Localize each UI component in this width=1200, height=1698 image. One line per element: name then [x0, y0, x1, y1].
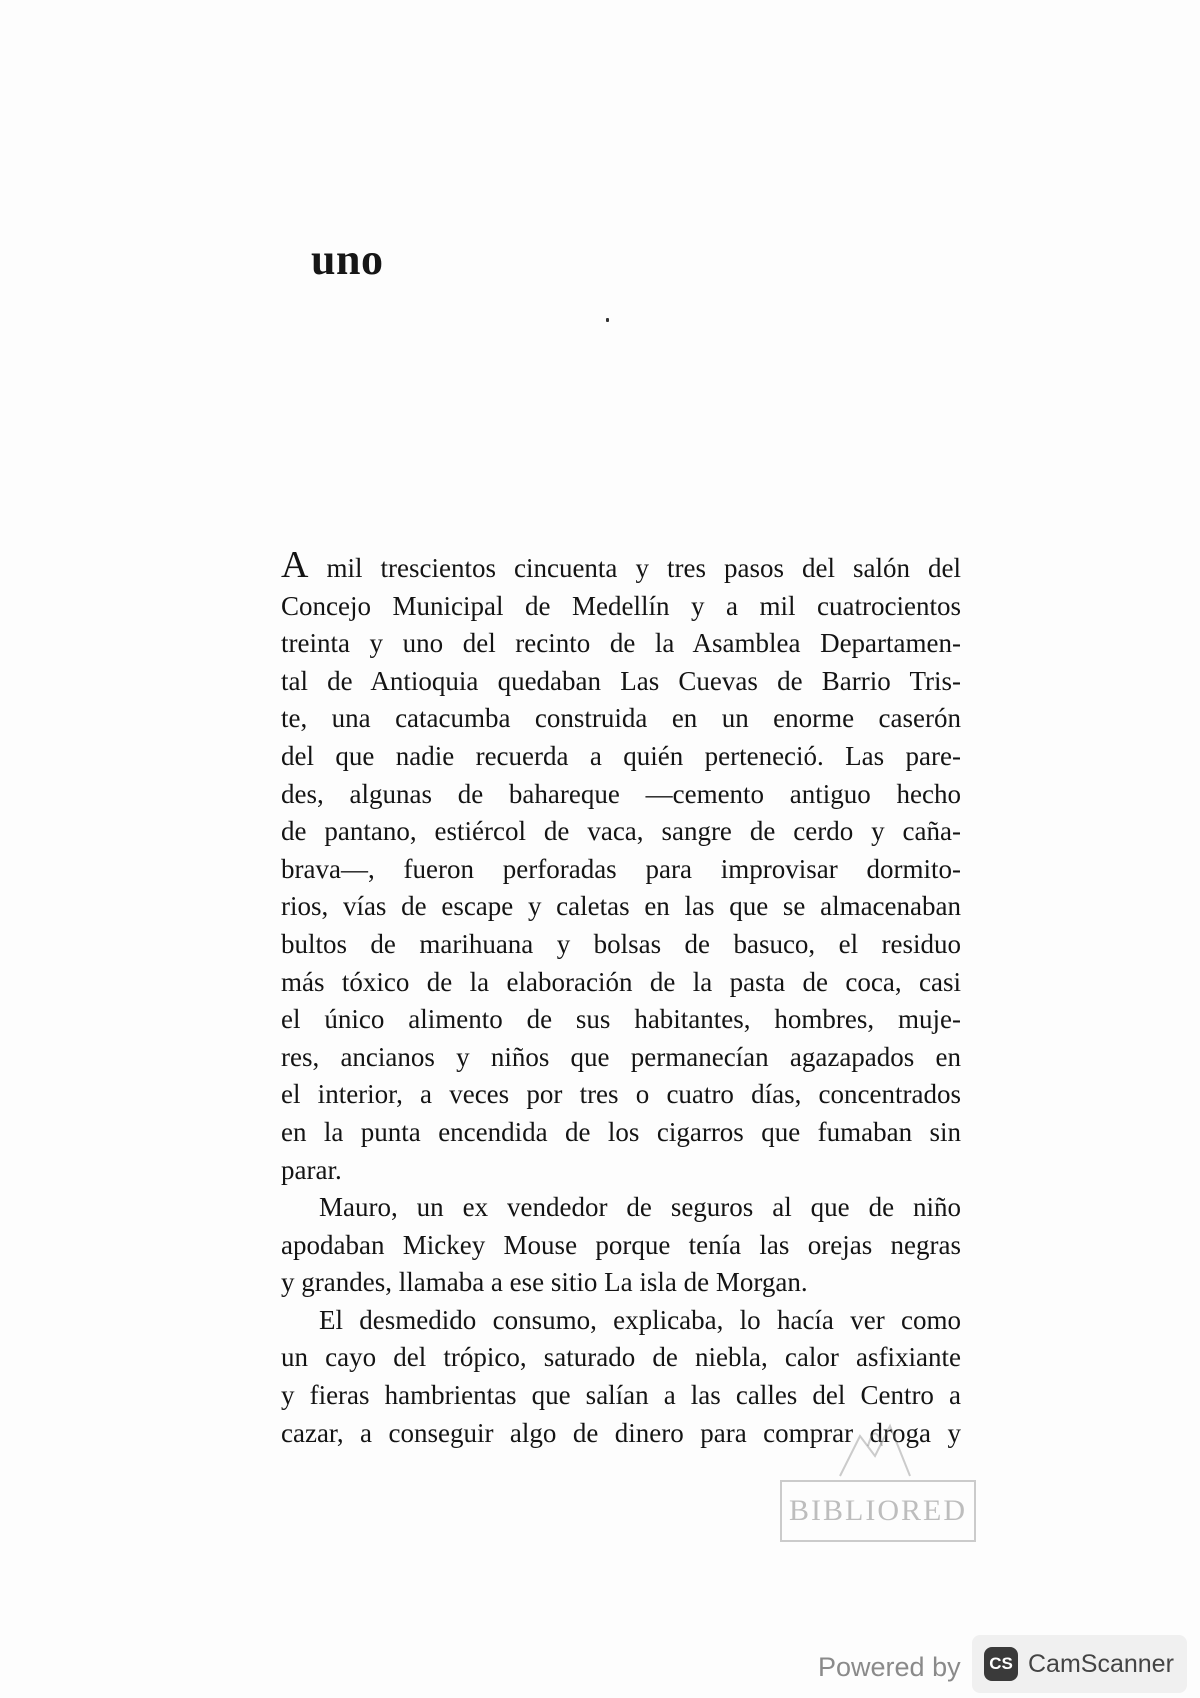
paragraph-2: [281, 1189, 961, 1302]
text-line: treinta y uno del recinto de la Asamblea Departamen-: [281, 628, 961, 659]
camscanner-brand: CamScanner: [1028, 1649, 1174, 1678]
scan-speck: [606, 318, 609, 322]
text-line: rios, vías de escape y caletas en las que se almacenaban: [281, 891, 961, 922]
chapter-title: uno: [311, 235, 384, 284]
library-stamp: BIBLIORED: [780, 1480, 976, 1542]
text-line: A mil trescientos cincuenta y tres pasos del salón del: [281, 544, 961, 586]
text-line: tal de Antioquia quedaban Las Cuevas de Barrio Tris-: [281, 665, 961, 696]
text-line: parar.: [281, 1154, 342, 1185]
text-line: Concejo Municipal de Medellín y a mil cuatrocientos: [281, 590, 961, 621]
text-line: Mauro, un ex vendedor de seguros al que de niño: [319, 1192, 961, 1223]
text-line: un cayo del trópico, saturado de niebla, calor asfixiante: [281, 1342, 961, 1373]
camscanner-badge: [972, 1635, 1187, 1693]
text-line: en la punta encendida de los cigarros que fumaban sin: [281, 1116, 961, 1147]
text-line: te, una catacumba construida en un enorme caserón: [281, 703, 961, 734]
drop-cap: A: [281, 544, 309, 586]
text-line: cazar, a conseguir algo de dinero para comprar droga y: [281, 1417, 961, 1448]
text-line: y grandes, llamaba a ese sitio La isla de Morgan.: [281, 1267, 808, 1298]
stamp-figure-icon: [830, 1416, 920, 1480]
body-text: [281, 546, 961, 1452]
text-line: el interior, a veces por tres o cuatro días, concentrados: [281, 1079, 961, 1110]
text-line: res, ancianos y niños que permanecían agazapados en: [281, 1041, 961, 1072]
text-line: más tóxico de la elaboración de la pasta de coca, casi: [281, 966, 961, 997]
text-line: brava—, fueron perforadas para improvisar dormito-: [281, 853, 961, 884]
text-line: El desmedido consumo, explicaba, lo hacía ver como: [319, 1304, 961, 1335]
powered-by-label: Powered by: [818, 1652, 961, 1682]
text-line: de pantano, estiércol de vaca, sangre de cerdo y caña-: [281, 816, 961, 847]
text-line: el único alimento de sus habitantes, hombres, muje-: [281, 1004, 961, 1035]
text-line: apodaban Mickey Mouse porque tenía las orejas negras: [281, 1229, 961, 1260]
text-line: y fieras hambrientas que salían a las calles del Centro a: [281, 1380, 961, 1411]
text-line: del que nadie recuerda a quién perteneció. Las pare-: [281, 740, 961, 771]
paragraph-1: [281, 546, 961, 1189]
text-line: bultos de marihuana y bolsas de basuco, el residuo: [281, 928, 961, 959]
camscanner-logo-icon: CS: [984, 1647, 1018, 1681]
text-line: des, algunas de bahareque —cemento antiguo hecho: [281, 778, 961, 809]
